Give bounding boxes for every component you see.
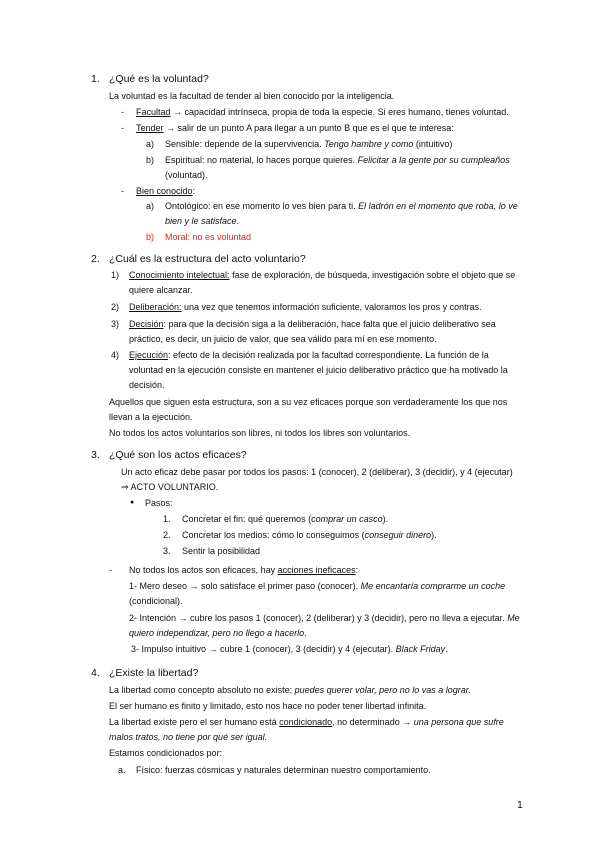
facultad-dash: - — [121, 107, 124, 117]
ineffective-1: 1- Mero deseo → solo satisface el primer paso (conocer). Me encantaría comprarme un coche — [129, 581, 506, 591]
section-4-number: 4. — [91, 667, 100, 679]
conditioned-a-label: a. — [118, 765, 126, 775]
tender-a-label: a) — [146, 139, 155, 149]
structure-4-continuation-2: decisión. — [129, 380, 165, 390]
freedom-line-2: El ser humano es finito y limitado, esto nos hace no poder tener libertad infinita. — [109, 701, 427, 711]
bien-b-label: b) — [146, 232, 155, 242]
tender-b-label: b) — [146, 155, 155, 165]
conditioned-a-text: Físico: fuerzas cósmicas y naturales determinan nuestro comportamiento. — [136, 765, 431, 775]
step-3-text: Sentir la posibilidad — [182, 546, 261, 556]
freedom-line-1: La libertad como concepto absoluto no existe; puedes querer volar, pero no lo vas a lograr. — [109, 685, 471, 695]
effective-act-result: ⇒ ACTO VOLUNTARIO. — [121, 482, 219, 492]
tender-a-text: Sensible: depende de la supervivencia. Tengo hambre y como (intuitivo) — [165, 139, 453, 149]
bien-a-text: Ontológico: en ese momento lo ves bien para ti. El ladrón en el momento que roba, lo ve — [165, 201, 518, 211]
effective-act-intro: Un acto eficaz debe pasar por todos los pasos: 1 (conocer), 2 (deliberar), 3 (decidir), y 4 (ejecutar) — [121, 467, 513, 477]
ineffective-3: 3- Impulso intuitivo → cubre 1 (conocer), 3 (decidir) y 4 (ejecutar). Black Friday. — [131, 644, 448, 654]
not-all-free-paragraph: No todos los actos voluntarios son libres, ni todos los libres son voluntarios. — [109, 428, 411, 438]
tender-dash: - — [121, 123, 124, 133]
structure-3-text: Decisión: para que la decisión siga a la deliberación, hace falta que el juicio deliberativo sea — [129, 319, 496, 329]
ineffective-2: 2- Intención → cubre los pasos 1 (conocer), 2 (deliberar) y 3 (decidir), pero no lleva a ejecutar. Me — [129, 613, 520, 623]
step-1-text: Concretar el fin: qué queremos (comprar un casco). — [182, 514, 389, 524]
tender-b-continuation: (voluntad). — [165, 170, 208, 180]
pasos-label: Pasos: — [145, 498, 173, 508]
structure-2-text: Deliberación: una vez que tenemos información suficiente, valoramos los pros y contras. — [129, 302, 482, 312]
effective-paragraph-continuation: llevan a la ejecución. — [109, 412, 193, 422]
ineffective-1-continuation: (condicional). — [129, 596, 183, 606]
structure-4-continuation: voluntad en la ejecución consiste en mantener el juicio deliberativo práctico que ha motivado la — [129, 365, 508, 375]
section-1-title: ¿Qué es la voluntad? — [109, 73, 209, 85]
bien-item: Bien conocido: — [136, 186, 196, 196]
structure-4-label: 4) — [111, 350, 120, 360]
step-2-text: Concretar los medios: cómo lo conseguimos (conseguir dinero). — [182, 530, 437, 540]
bien-dash: - — [121, 186, 124, 196]
step-1-number: 1. — [163, 514, 171, 524]
ineffective-intro: No todos los actos son eficaces, hay acciones ineficaces: — [129, 565, 359, 575]
step-3-number: 3. — [163, 546, 171, 556]
structure-3-label: 3) — [111, 319, 120, 329]
section-2-title: ¿Cuál es la estructura del acto voluntario? — [109, 253, 306, 265]
bien-b-text: Moral: no es voluntad — [165, 232, 252, 242]
structure-1-label: 1) — [111, 270, 120, 280]
page-number: 1 — [517, 799, 523, 811]
structure-1-text: Conocimiento intelectual: fase de exploración, de búsqueda, investigación sobre el objeto que se — [129, 270, 516, 280]
structure-3-continuation: práctico, es decir, un juicio de valor, que sea válido para mí en ese momento. — [129, 334, 437, 344]
freedom-line-4: Estamos condicionados por: — [109, 748, 223, 758]
bien-a-label: a) — [146, 201, 155, 211]
section-3-title: ¿Qué son los actos eficaces? — [109, 449, 247, 461]
section-2-number: 2. — [91, 253, 100, 265]
structure-4-text: Ejecución: efecto de la decisión realizada por la facultad correspondiente. La función de la — [129, 350, 489, 360]
structure-2-label: 2) — [111, 302, 120, 312]
freedom-line-3-continuation: malos tratos, no tiene por qué ser igual. — [109, 732, 268, 742]
effective-paragraph: Aquellos que siguen esta estructura, son a su vez eficaces porque son verdaderamente los que nos — [109, 397, 508, 407]
section-4-title: ¿Existe la libertad? — [109, 667, 199, 679]
bien-a-continuation: bien y le satisface. — [165, 216, 240, 226]
facultad-item: Facultad → capacidad intrínseca, propia de toda la especie. Si eres humano, tienes voluntad. — [136, 107, 509, 117]
ineffective-dash: - — [109, 565, 112, 575]
voluntad-definition: La voluntad es la facultad de tender al bien conocido por la inteligencia. — [109, 91, 395, 101]
section-1-number: 1. — [91, 73, 100, 85]
ineffective-2-continuation: quiero independizar, pero no llego a hacerlo. — [129, 628, 307, 638]
step-2-number: 2. — [163, 530, 171, 540]
tender-item: Tender → salir de un punto A para llegar a un punto B que es el que te interesa: — [136, 123, 454, 133]
structure-1-continuation: quiere alcanzar. — [129, 285, 193, 295]
bullet-icon: ● — [130, 499, 135, 506]
section-3-number: 3. — [91, 449, 100, 461]
freedom-line-3: La libertad existe pero el ser humano está condicionado, no determinado → una persona que sufre — [109, 717, 504, 727]
tender-b-text: Espiritual: no material, lo haces porque quieres. Felicitar a la gente por su cumpleaños — [165, 155, 510, 165]
